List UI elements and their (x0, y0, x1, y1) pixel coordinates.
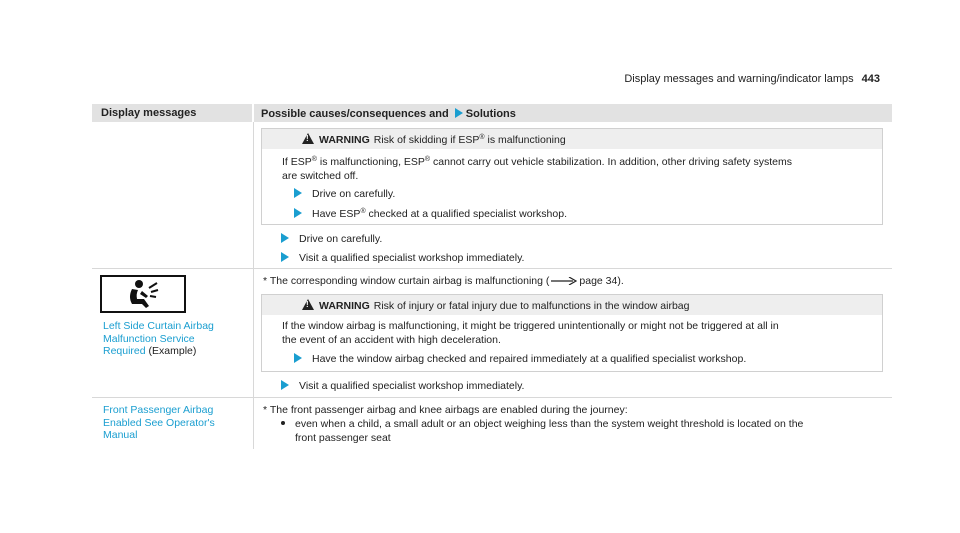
cause-text: page 34). (579, 275, 624, 287)
solution-step-1 (281, 233, 382, 247)
warning-triangle-icon (302, 133, 314, 144)
arrow-right-icon (294, 208, 302, 218)
step-text: checked at a qualified specialist workshop. (368, 208, 567, 220)
warning-text: Risk of skidding if ESP (373, 134, 480, 146)
warning-text: Risk of injury or fatal injury due to malfunctions in the window airbag (373, 300, 690, 312)
registered-mark: ® (424, 156, 431, 163)
warning-label: WARNING (319, 300, 370, 312)
column-divider (253, 122, 254, 449)
message-text: Front Passenger Airbag (103, 404, 214, 416)
message-front-passenger-airbag (103, 404, 215, 442)
message-text: Required (103, 345, 146, 357)
warning-text: is malfunctioning (487, 134, 566, 146)
column-header-causes-solutions (261, 108, 516, 120)
arrow-right-icon (455, 108, 463, 118)
page-header (624, 73, 880, 85)
step-text: Drive on carefully. (312, 188, 396, 200)
bullet-text: front passenger seat (295, 431, 391, 444)
step-text: Have ESP (312, 208, 361, 220)
solution-text: Drive on carefully. (299, 233, 383, 245)
body-text: If the window airbag is malfunctioning, it might be triggered unintentionally or might not be triggered at all in (282, 320, 779, 332)
page-number: 443 (861, 73, 880, 85)
warning-box-esp (261, 128, 883, 225)
column-header-display-messages: Display messages (101, 107, 197, 119)
messages-table (92, 104, 892, 449)
body-text: If ESP (282, 156, 312, 168)
arrow-right-icon (294, 188, 302, 198)
message-text: Left Side Curtain Airbag (103, 320, 214, 332)
warning-step-2 (294, 208, 567, 222)
warning-step-1 (294, 188, 395, 202)
body-text: are switched off. (282, 169, 359, 182)
bullet-icon (281, 421, 285, 425)
step-text: Have the window airbag checked and repaired immediately at a qualified specialist workshop. (312, 353, 747, 365)
row-divider (92, 397, 892, 398)
header-separator (252, 104, 254, 122)
arrow-right-icon (281, 380, 289, 390)
warning-triangle-icon (302, 299, 314, 310)
bullet-text: even when a child, a small adult or an object weighing less than the system weight threshold is located on the (295, 418, 804, 430)
arrow-right-icon (281, 252, 289, 262)
warning-title-window-airbag (302, 299, 690, 312)
message-text: Enabled See Operator's (103, 416, 215, 429)
cause-text: * The corresponding window curtain airbag is malfunctioning ( (263, 275, 550, 287)
message-text: Manual (103, 429, 138, 441)
seat-airbag-icon (100, 275, 186, 313)
cause-text: * The front passenger airbag and knee airbags are enabled during the journey: (263, 404, 628, 416)
header-title: Display messages and warning/indicator lamps (624, 73, 854, 85)
solution-step-2 (281, 252, 524, 266)
solution-text: Visit a qualified specialist workshop immediately. (299, 380, 525, 392)
cause-front-passenger-airbag (263, 404, 628, 418)
warning-label: WARNING (319, 134, 370, 146)
arrow-right-icon (281, 233, 289, 243)
message-text: Malfunction Service (103, 332, 195, 345)
body-text: the event of an accident with high deceleration. (282, 333, 501, 346)
registered-mark: ® (479, 134, 485, 141)
row-divider (92, 268, 892, 269)
warning-step-window-airbag (294, 353, 746, 367)
registered-mark: ® (360, 208, 366, 215)
warning-box-window-airbag (261, 294, 883, 372)
table-header (92, 104, 892, 122)
body-text: is malfunctioning, ESP (319, 156, 425, 168)
column-header-prefix: Possible causes/consequences and (261, 108, 449, 120)
column-header-suffix: Solutions (465, 108, 516, 120)
solution-text: Visit a qualified specialist workshop immediately. (299, 252, 525, 264)
message-left-curtain-airbag (103, 320, 214, 358)
warning-body-esp (282, 156, 792, 183)
example-label: (Example) (148, 345, 197, 357)
bullet-item (281, 418, 803, 445)
arrow-right-icon (294, 353, 302, 363)
solution-step-window-airbag (281, 380, 524, 394)
warning-title-esp (302, 133, 566, 146)
warning-body-window-airbag (282, 320, 779, 347)
cause-curtain-airbag (263, 275, 624, 289)
page-reference-arrow-icon (551, 277, 577, 285)
registered-mark: ® (311, 156, 317, 163)
body-text: cannot carry out vehicle stabilization. In addition, other driving safety systems (433, 156, 792, 168)
